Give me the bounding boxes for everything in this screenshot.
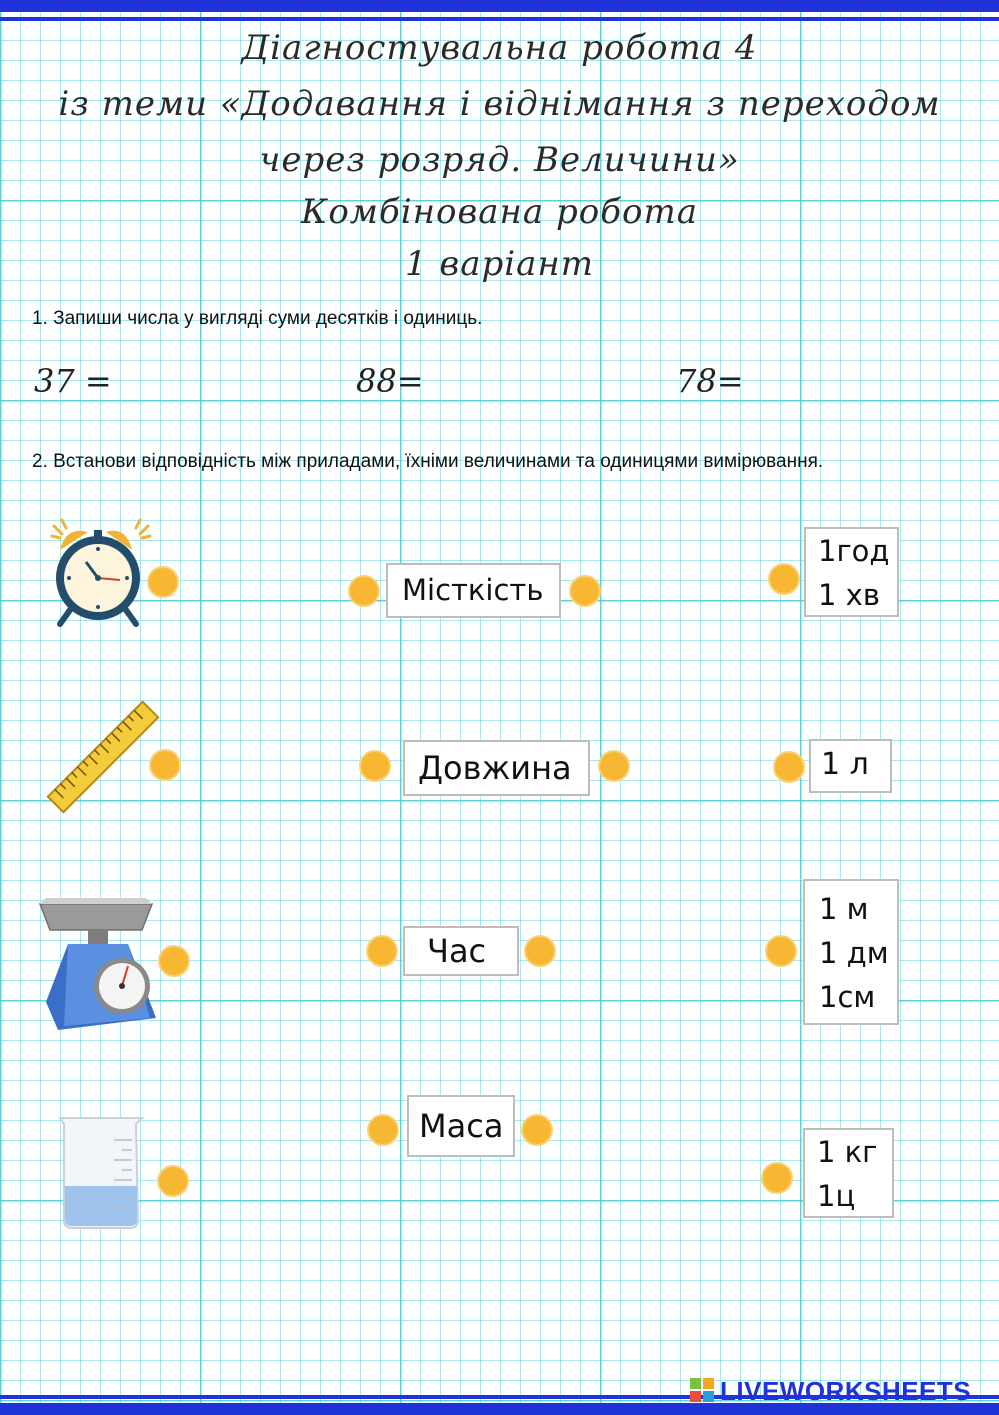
unit-box-length-units[interactable]: [803, 879, 899, 1025]
scale-icon: [38, 890, 160, 1036]
ruler-icon: [44, 698, 162, 816]
top-border-line: [0, 17, 999, 21]
match-point-ruler[interactable]: [149, 749, 181, 781]
title-line-1: Діагностувальна робота 4: [241, 28, 758, 68]
liveworksheets-logo-icon: [690, 1378, 716, 1402]
task-2-text: 2. Встанови відповідність між приладами, їхніми величинами та одиницями вимірювання.: [32, 451, 824, 472]
title-line-5: 1 варіант: [404, 244, 595, 284]
quantity-label: Маса: [419, 1107, 504, 1145]
top-border: [0, 0, 999, 12]
equation-2: 88=: [356, 362, 424, 400]
match-point-unit-2[interactable]: [773, 751, 805, 783]
match-point-quantity-left-4[interactable]: [367, 1114, 399, 1146]
unit-label: 1 дм: [819, 936, 889, 970]
title-line-4: Комбінована робота: [301, 192, 698, 232]
equation-3: 78=: [676, 362, 744, 400]
unit-label: 1 кг: [817, 1135, 878, 1169]
beaker-icon: [56, 1112, 146, 1232]
match-point-quantity-right-3[interactable]: [524, 935, 556, 967]
equation-1: 37 =: [34, 362, 112, 400]
quantity-box-length[interactable]: [403, 740, 590, 796]
match-point-unit-4[interactable]: [761, 1162, 793, 1194]
unit-label: 1 м: [819, 892, 869, 926]
match-point-unit-1[interactable]: [768, 563, 800, 595]
unit-label: 1 л: [821, 747, 869, 782]
match-point-unit-3[interactable]: [765, 935, 797, 967]
unit-box-liter[interactable]: [809, 739, 892, 793]
liveworksheets-logo: LIVEWORKSHEETS: [720, 1376, 972, 1406]
match-point-quantity-left-1[interactable]: [348, 575, 380, 607]
alarm-clock-icon: [48, 516, 154, 628]
unit-label: 1год: [818, 534, 890, 568]
match-point-clock[interactable]: [147, 566, 179, 598]
unit-box-time-units[interactable]: [804, 527, 899, 617]
title-line-2: із теми «Додавання і віднімання з переходом: [58, 84, 941, 124]
quantity-box-capacity[interactable]: [386, 563, 561, 618]
title-line-3: через розряд. Величини»: [259, 140, 740, 180]
quantity-label: Час: [427, 932, 487, 970]
quantity-label: Місткість: [402, 573, 544, 607]
match-point-beaker[interactable]: [157, 1165, 189, 1197]
match-point-scale[interactable]: [158, 945, 190, 977]
quantity-label: Довжина: [418, 749, 572, 787]
unit-box-mass-units[interactable]: [803, 1128, 894, 1218]
match-point-quantity-right-2[interactable]: [598, 750, 630, 782]
match-point-quantity-right-4[interactable]: [521, 1114, 553, 1146]
unit-label: 1ц: [817, 1179, 856, 1213]
task-1-text: 1. Запиши числа у вигляді суми десятків і одиниць.: [32, 308, 483, 329]
unit-label: 1см: [819, 980, 876, 1014]
unit-label: 1 хв: [818, 578, 880, 612]
match-point-quantity-left-2[interactable]: [359, 750, 391, 782]
quantity-box-mass[interactable]: [407, 1095, 515, 1157]
match-point-quantity-left-3[interactable]: [366, 935, 398, 967]
quantity-box-time[interactable]: [403, 926, 519, 976]
match-point-quantity-right-1[interactable]: [569, 575, 601, 607]
